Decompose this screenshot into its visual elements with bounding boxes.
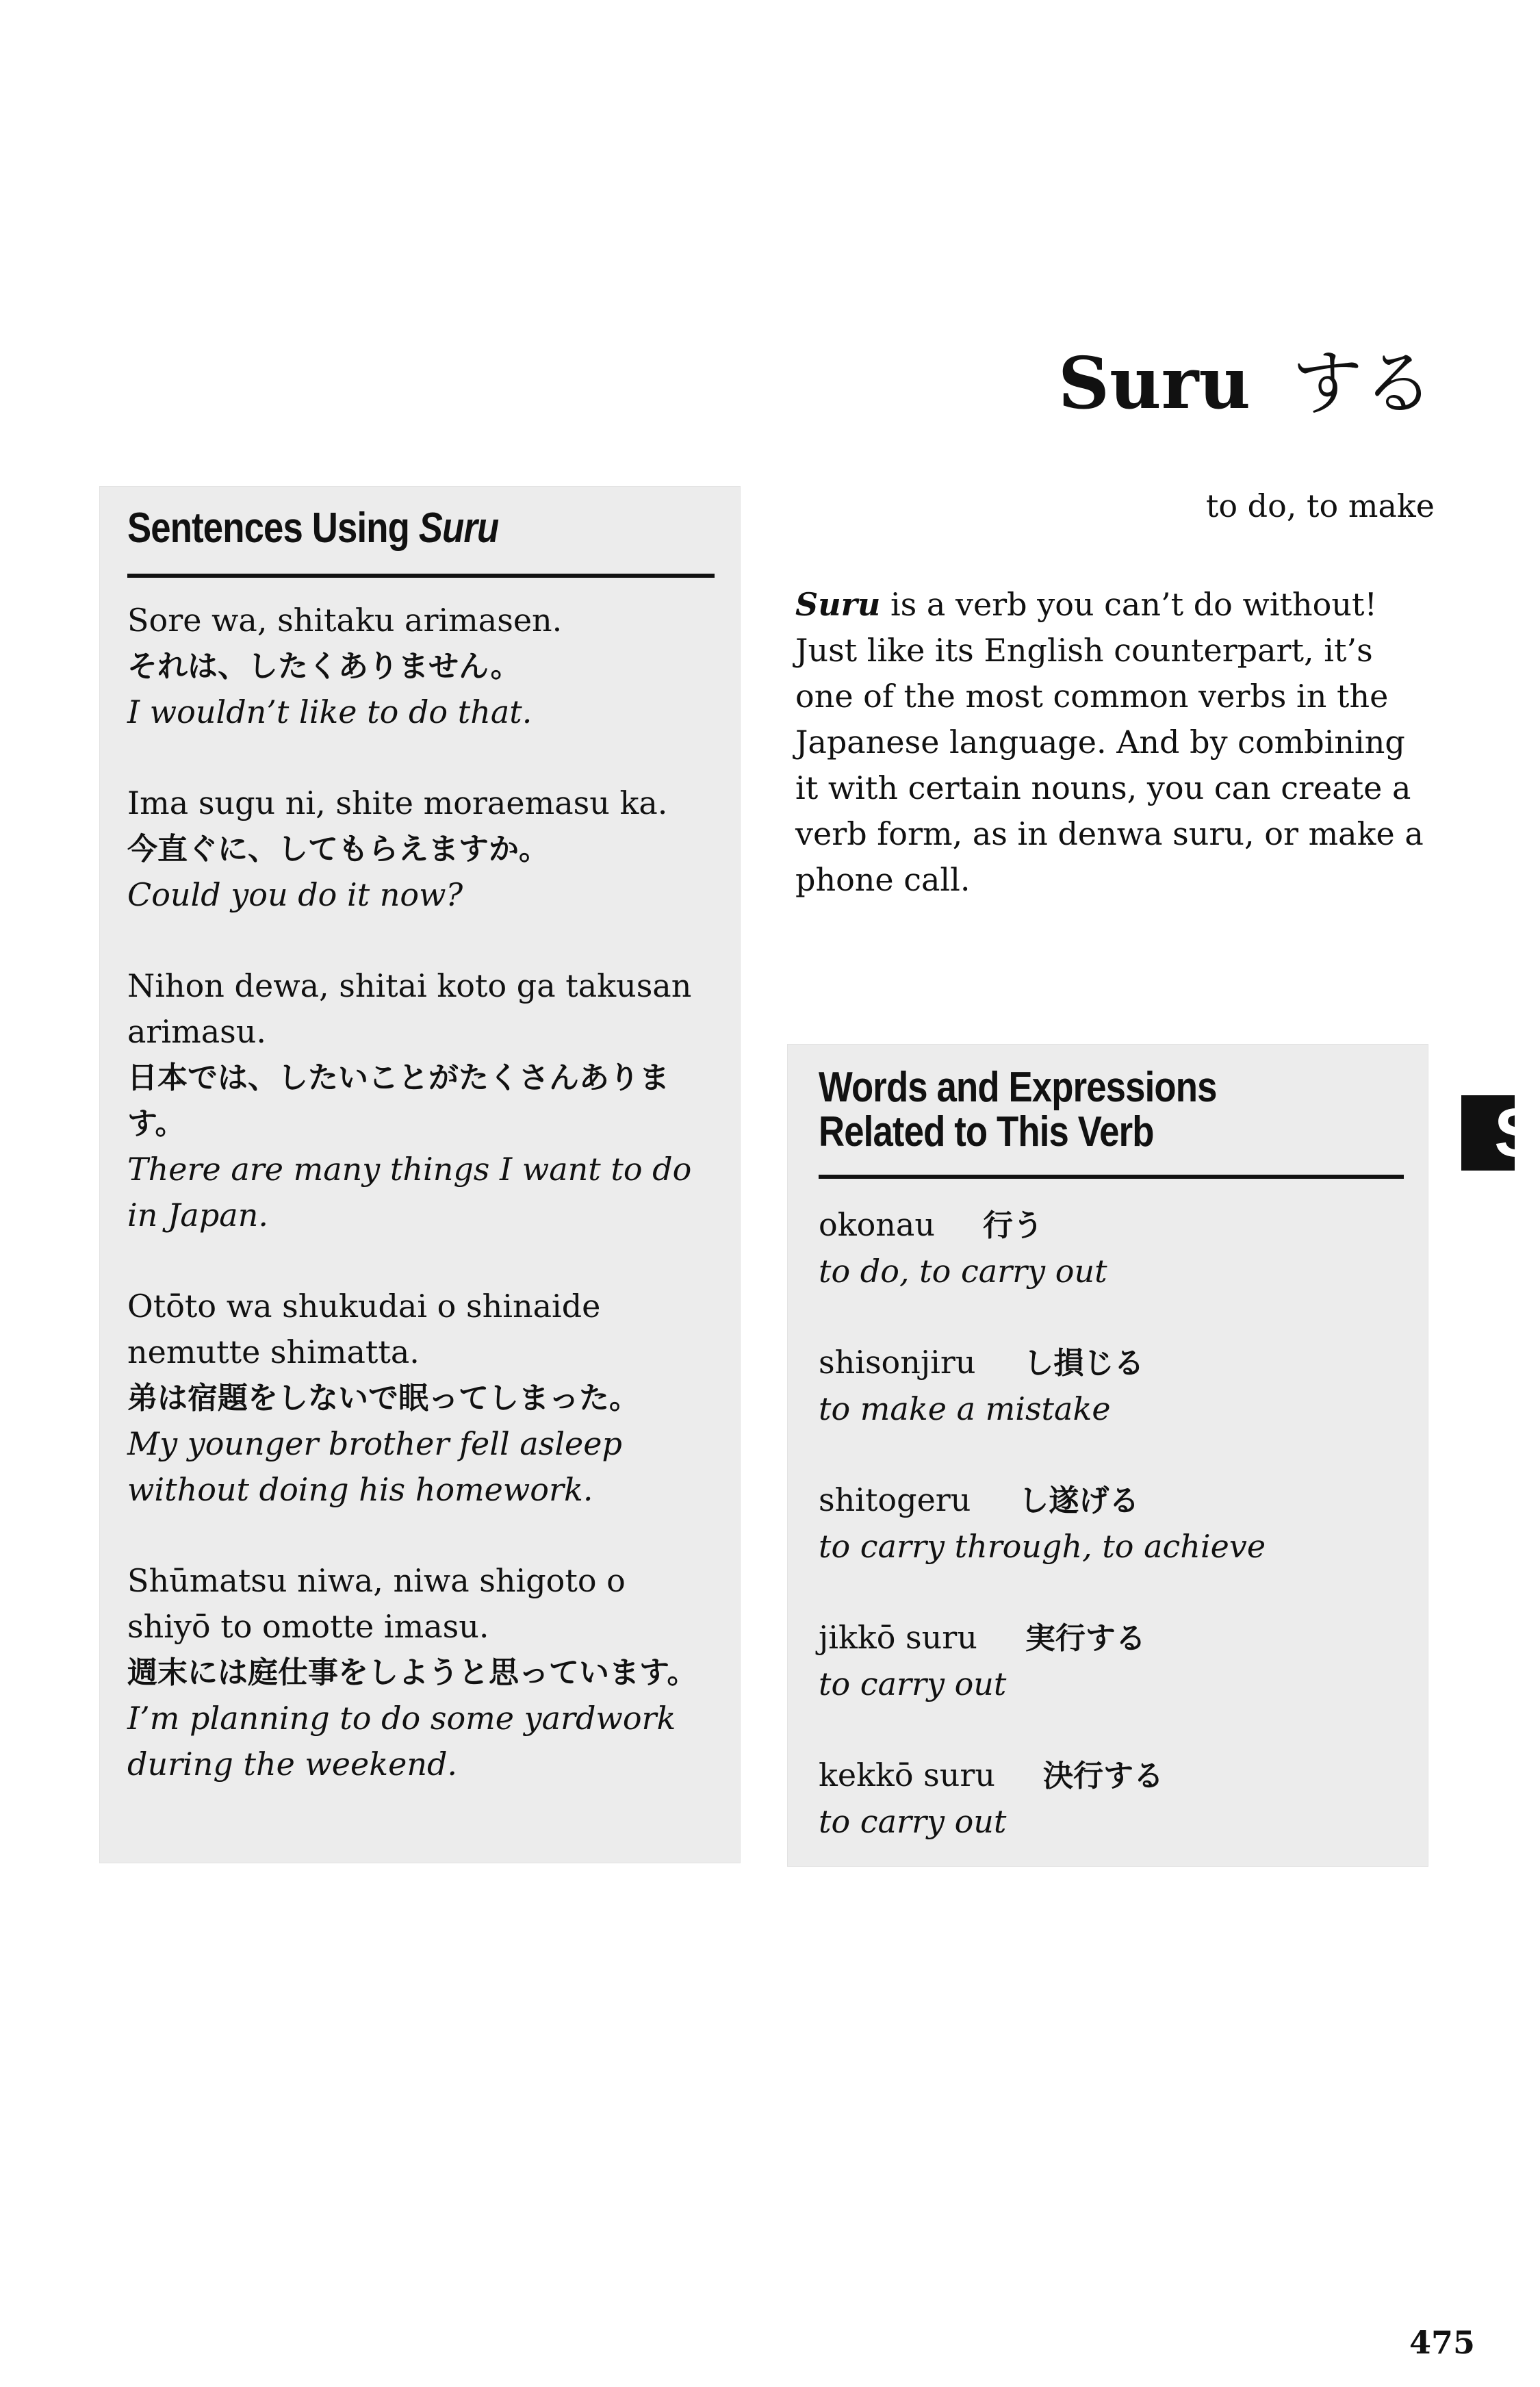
- sentences-heading-word: Suru: [418, 505, 499, 552]
- example-sentence: [127, 1558, 716, 1787]
- example-romaji: Ima sugu ni, shite moraemasu ka.: [127, 784, 668, 821]
- sentences-list: [127, 598, 716, 1833]
- page-title: [1057, 341, 1434, 425]
- verb-meaning: to do, to make: [1205, 487, 1435, 524]
- example-japanese: 日本では、したいことがたくさんあります。: [127, 1060, 669, 1141]
- related-english: to carry out: [819, 1803, 1007, 1840]
- related-romaji: kekkō suru: [819, 1757, 996, 1794]
- related-entry: [819, 1477, 1407, 1570]
- related-japanese: し遂げる: [1018, 1483, 1140, 1518]
- related-romaji: okonau: [819, 1206, 935, 1243]
- related-words-box: [787, 1044, 1428, 1867]
- example-english: I’m planning to do some yardwork during the weekend.: [127, 1700, 676, 1783]
- example-english: I wouldn’t like to do that.: [127, 693, 532, 730]
- title-romaji: Suru: [1057, 341, 1250, 425]
- example-romaji: Shūmatsu niwa, niwa shigoto o shiyō to omotte imasu.: [127, 1562, 626, 1645]
- sentences-heading-prefix: Sentences Using: [127, 505, 419, 552]
- example-japanese: 今直ぐに、してもらえますか。: [127, 832, 549, 867]
- description-text: is a verb you can’t do without! Just like its English counterpart, it’s one of the most common verbs in the Japanese language. And by combining it with certain nouns, you can create a verb form, as in denwa suru, or make a phone call.: [795, 586, 1424, 898]
- example-sentence: [127, 598, 716, 735]
- related-heading-line2: Related to This Verb: [819, 1108, 1154, 1156]
- related-english: to do, to carry out: [819, 1253, 1107, 1290]
- example-english: There are many things I want to do in Japan.: [127, 1151, 692, 1234]
- example-romaji: Otōto wa shukudai o shinaide nemutte shimatta.: [127, 1288, 601, 1370]
- related-japanese: 決行する: [1043, 1759, 1164, 1794]
- related-english: to carry out: [819, 1665, 1007, 1702]
- related-entry: [819, 1340, 1407, 1432]
- example-english: My younger brother fell asleep without doing his homework.: [127, 1425, 622, 1508]
- sentences-box: [99, 486, 741, 1863]
- example-sentence: [127, 963, 716, 1238]
- related-english: to carry through, to achieve: [819, 1528, 1266, 1565]
- related-japanese: し損じる: [1023, 1346, 1144, 1381]
- example-sentence: [127, 1284, 716, 1513]
- related-entry: [819, 1615, 1407, 1707]
- heading-rule: [127, 574, 715, 578]
- example-english: Could you do it now?: [127, 876, 463, 913]
- example-japanese: それは、したくありません。: [127, 649, 521, 684]
- example-japanese: 弟は宿題をしないで眠ってしまった。: [127, 1381, 639, 1416]
- related-romaji: jikkō suru: [819, 1619, 977, 1656]
- section-tab: S: [1461, 1095, 1515, 1171]
- related-heading-line1: Words and Expressions: [819, 1064, 1217, 1111]
- example-romaji: Nihon dewa, shitai koto ga takusan arimasu.: [127, 967, 692, 1050]
- related-entry: [819, 1202, 1407, 1294]
- title-kana: する: [1291, 342, 1434, 425]
- related-entry: [819, 1752, 1407, 1845]
- example-romaji: Sore wa, shitaku arimasen.: [127, 602, 563, 639]
- description-lead: Suru: [795, 586, 881, 623]
- related-japanese: 実行する: [1025, 1621, 1146, 1656]
- related-japanese: 行う: [982, 1208, 1043, 1243]
- page-number: 475: [1409, 2324, 1475, 2361]
- related-romaji: shitogeru: [819, 1481, 971, 1518]
- related-list: [819, 1202, 1407, 1890]
- example-japanese: 週末には庭仕事をしようと思っています。: [127, 1655, 697, 1690]
- sentences-heading: [127, 506, 743, 550]
- heading-rule: [819, 1175, 1404, 1179]
- related-english: to make a mistake: [819, 1390, 1111, 1427]
- related-heading: [819, 1065, 1421, 1154]
- related-romaji: shisonjiru: [819, 1344, 976, 1381]
- verb-description: [795, 582, 1428, 903]
- example-sentence: [127, 780, 716, 918]
